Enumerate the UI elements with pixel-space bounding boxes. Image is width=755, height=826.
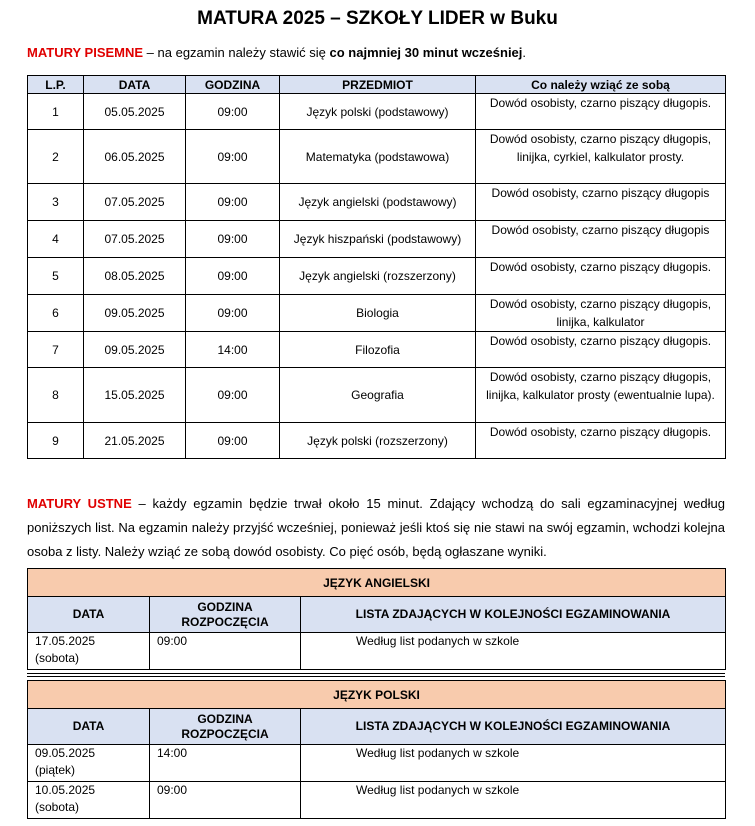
cell-data: 09.05.2025 (84, 332, 186, 368)
oral-intro (27, 492, 725, 564)
cell-godzina: 09:00 (186, 368, 280, 423)
cell-lp: 7 (28, 332, 84, 368)
cell-lp: 3 (28, 184, 84, 221)
cell-data: 15.05.2025 (84, 368, 186, 423)
section-divider (27, 673, 725, 677)
table-row (28, 221, 726, 258)
cell-lista: Według list podanych w szkole (301, 745, 726, 782)
col-header-godzina: GODZINA ROZPOCZĘCIA (150, 709, 301, 745)
page-title: MATURA 2025 – SZKOŁY LIDER w Buku (197, 8, 558, 29)
cell-godzina: 09:00 (150, 782, 301, 819)
cell-date: 17.05.2025 (35, 634, 96, 648)
cell-godzina: 09:00 (186, 130, 280, 184)
col-header-godzina: GODZINA ROZPOCZĘCIA (150, 597, 301, 633)
table-row (28, 633, 726, 670)
cell-data: 09.05.2025 (84, 295, 186, 332)
written-exams-table (27, 75, 726, 459)
cell-lp: 2 (28, 130, 84, 184)
col-header-lista: LISTA ZDAJĄCYCH W KOLEJNOŚCI EGZAMINOWANIA (301, 709, 726, 745)
written-intro-prefix: – na egzamin należy stawić się (143, 45, 330, 60)
table-header-row (28, 709, 726, 745)
table-row (28, 258, 726, 295)
cell-przedmiot: Filozofia (280, 332, 476, 368)
table-row (28, 295, 726, 332)
table-row (28, 130, 726, 184)
cell-data: 21.05.2025 (84, 423, 186, 459)
cell-przedmiot: Matematyka (podstawowa) (280, 130, 476, 184)
cell-data: 07.05.2025 (84, 221, 186, 258)
cell-day: (sobota) (35, 800, 80, 814)
cell-co: Dowód osobisty, czarno piszący długopis. (476, 423, 726, 459)
cell-godzina: 09:00 (186, 423, 280, 459)
cell-przedmiot: Język polski (rozszerzony) (280, 423, 476, 459)
table-row (28, 94, 726, 130)
table-row (28, 782, 726, 819)
cell-co: Dowód osobisty, czarno piszący długopis, linijka, kalkulator (476, 295, 726, 332)
cell-data (28, 745, 150, 782)
written-intro-bold: co najmniej 30 minut wcześniej (329, 45, 523, 60)
section-title-english: JĘZYK ANGIELSKI (28, 569, 726, 597)
cell-date: 10.05.2025 (35, 783, 96, 797)
cell-przedmiot: Język angielski (rozszerzony) (280, 258, 476, 295)
col-header-co: Co należy wziąć ze sobą (476, 76, 726, 94)
cell-lp: 6 (28, 295, 84, 332)
cell-date: 09.05.2025 (35, 746, 96, 760)
cell-przedmiot: Biologia (280, 295, 476, 332)
cell-lp: 1 (28, 94, 84, 130)
cell-godzina: 09:00 (186, 94, 280, 130)
cell-godzina: 09:00 (186, 295, 280, 332)
col-header-data: DATA (28, 709, 150, 745)
cell-lp: 9 (28, 423, 84, 459)
section-title-polish: JĘZYK POLSKI (28, 681, 726, 709)
written-intro (27, 45, 526, 60)
cell-lista: Według list podanych w szkole (301, 782, 726, 819)
cell-przedmiot: Język angielski (podstawowy) (280, 184, 476, 221)
table-row (28, 332, 726, 368)
cell-data (28, 633, 150, 670)
cell-co: Dowód osobisty, czarno piszący długopis, linijka, kalkulator prosty (ewentualnie lupa). (476, 368, 726, 423)
cell-co: Dowód osobisty, czarno piszący długopis. (476, 258, 726, 295)
table-header-row (28, 76, 726, 94)
cell-godzina: 14:00 (186, 332, 280, 368)
written-heading: MATURY PISEMNE (27, 45, 144, 60)
oral-text: – każdy egzamin będzie trwał około 15 minut. Zdający wchodzą do sali egzaminacyjnej według poniższych list. Na egzamin należy przyjść wcześniej, ponieważ jeśli ktoś się nie stawi na swój egzamin, wchodzi kolejna osoba z listy. Należy wziąć ze sobą dowód osobisty. Co pięć osób, będą ogłaszane wyniki. (27, 496, 725, 559)
table-row (28, 368, 726, 423)
cell-przedmiot: Geografia (280, 368, 476, 423)
col-header-data: DATA (84, 76, 186, 94)
table-header-row (28, 597, 726, 633)
cell-lista: Według list podanych w szkole (301, 633, 726, 670)
col-header-przedmiot: PRZEDMIOT (280, 76, 476, 94)
cell-co: Dowód osobisty, czarno piszący długopis, linijka, cyrkiel, kalkulator prosty. (476, 130, 726, 184)
cell-data: 07.05.2025 (84, 184, 186, 221)
cell-lp: 4 (28, 221, 84, 258)
cell-lp: 5 (28, 258, 84, 295)
col-header-lp: L.P. (28, 76, 84, 94)
written-intro-suffix: . (522, 45, 527, 60)
table-row (28, 423, 726, 459)
cell-co: Dowód osobisty, czarno piszący długopis. (476, 94, 726, 130)
oral-polish-table (27, 680, 726, 819)
cell-day: (sobota) (35, 651, 80, 665)
cell-lp: 8 (28, 368, 84, 423)
oral-heading: MATURY USTNE (27, 496, 132, 511)
cell-co: Dowód osobisty, czarno piszący długopis (476, 221, 726, 258)
cell-godzina: 09:00 (186, 258, 280, 295)
cell-godzina: 09:00 (186, 184, 280, 221)
cell-co: Dowód osobisty, czarno piszący długopis (476, 184, 726, 221)
cell-data: 05.05.2025 (84, 94, 186, 130)
table-row (28, 745, 726, 782)
cell-data: 06.05.2025 (84, 130, 186, 184)
cell-przedmiot: Język polski (podstawowy) (280, 94, 476, 130)
col-header-lista: LISTA ZDAJĄCYCH W KOLEJNOŚCI EGZAMINOWANIA (301, 597, 726, 633)
cell-data: 08.05.2025 (84, 258, 186, 295)
cell-godzina: 14:00 (150, 745, 301, 782)
oral-english-table (27, 568, 726, 670)
table-row (28, 184, 726, 221)
col-header-data: DATA (28, 597, 150, 633)
cell-przedmiot: Język hiszpański (podstawowy) (280, 221, 476, 258)
cell-co: Dowód osobisty, czarno piszący długopis. (476, 332, 726, 368)
col-header-godzina: GODZINA (186, 76, 280, 94)
cell-godzina: 09:00 (150, 633, 301, 670)
cell-godzina: 09:00 (186, 221, 280, 258)
cell-data (28, 782, 150, 819)
cell-day: (piątek) (35, 763, 76, 777)
